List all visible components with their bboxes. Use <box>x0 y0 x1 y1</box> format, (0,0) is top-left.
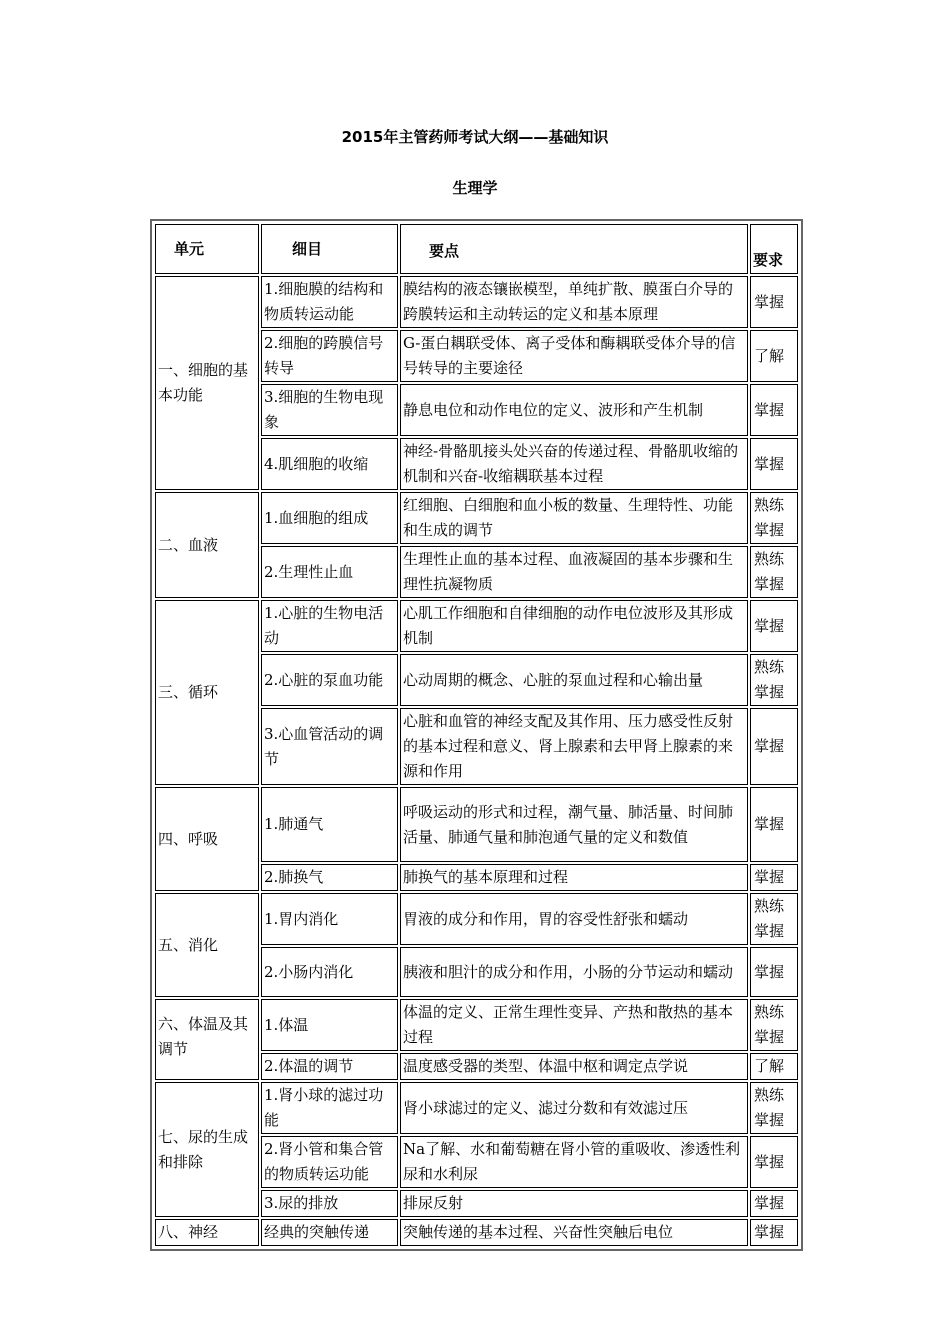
point-cell: Na了解、水和葡萄糖在肾小管的重吸收、渗透性利尿和水利尿 <box>400 1136 748 1188</box>
table-row <box>155 1082 798 1134</box>
header-unit: 单元 <box>155 224 259 274</box>
item-cell: 2.生理性止血 <box>261 546 398 598</box>
unit-cell: 七、尿的生成和排除 <box>155 1082 259 1217</box>
item-cell: 1.胃内消化 <box>261 893 398 945</box>
item-cell: 2.心脏的泵血功能 <box>261 654 398 706</box>
table-row <box>155 1219 798 1246</box>
requirement-cell: 熟练掌握 <box>750 893 798 945</box>
point-cell: 心脏和血管的神经支配及其作用、压力感受性反射的基本过程和意义、肾上腺素和去甲肾上腺素的来源和作用 <box>400 708 748 785</box>
item-cell: 经典的突触传递 <box>261 1219 398 1246</box>
item-cell: 1.肾小球的滤过功能 <box>261 1082 398 1134</box>
requirement-cell: 掌握 <box>750 1219 798 1246</box>
table-row <box>155 492 798 544</box>
unit-cell: 五、消化 <box>155 893 259 997</box>
point-cell: 体温的定义、正常生理性变异、产热和散热的基本过程 <box>400 999 748 1051</box>
unit-cell: 六、体温及其调节 <box>155 999 259 1080</box>
requirement-cell: 了解 <box>750 1053 798 1080</box>
requirement-cell: 熟练掌握 <box>750 999 798 1051</box>
point-cell: 胃液的成分和作用，胃的容受性舒张和蠕动 <box>400 893 748 945</box>
unit-cell: 四、呼吸 <box>155 787 259 891</box>
item-cell: 3.细胞的生物电现象 <box>261 384 398 436</box>
point-cell: 排尿反射 <box>400 1190 748 1217</box>
requirement-cell: 熟练掌握 <box>750 492 798 544</box>
item-cell: 4.肌细胞的收缩 <box>261 438 398 490</box>
point-cell: 心肌工作细胞和自律细胞的动作电位波形及其形成机制 <box>400 600 748 652</box>
requirement-cell: 掌握 <box>750 1190 798 1217</box>
header-item: 细目 <box>261 224 398 274</box>
point-cell: 心动周期的概念、心脏的泵血过程和心输出量 <box>400 654 748 706</box>
syllabus-table-frame <box>150 219 803 1251</box>
requirement-cell: 掌握 <box>750 708 798 785</box>
requirement-cell: 掌握 <box>750 947 798 997</box>
unit-cell: 八、神经 <box>155 1219 259 1246</box>
requirement-cell: 掌握 <box>750 600 798 652</box>
requirement-cell: 掌握 <box>750 384 798 436</box>
point-cell: 神经-骨骼肌接头处兴奋的传递过程、骨骼肌收缩的机制和兴奋-收缩耦联基本过程 <box>400 438 748 490</box>
point-cell: 红细胞、白细胞和血小板的数量、生理特性、功能和生成的调节 <box>400 492 748 544</box>
point-cell: 膜结构的液态镶嵌模型，单纯扩散、膜蛋白介导的跨膜转运和主动转运的定义和基本原理 <box>400 276 748 328</box>
unit-cell: 一、细胞的基本功能 <box>155 276 259 490</box>
point-cell: 胰液和胆汁的成分和作用，小肠的分节运动和蠕动 <box>400 947 748 997</box>
point-cell: 静息电位和动作电位的定义、波形和产生机制 <box>400 384 748 436</box>
item-cell: 1.细胞膜的结构和物质转运动能 <box>261 276 398 328</box>
table-row <box>155 787 798 862</box>
requirement-cell: 掌握 <box>750 1136 798 1188</box>
table-row <box>155 999 798 1051</box>
item-cell: 1.心脏的生物电活动 <box>261 600 398 652</box>
item-cell: 2.肺换气 <box>261 864 398 891</box>
requirement-cell: 熟练掌握 <box>750 546 798 598</box>
header-requirement: 要求 <box>750 224 798 274</box>
header-point: 要点 <box>400 224 748 274</box>
requirement-cell: 掌握 <box>750 438 798 490</box>
unit-cell: 三、循环 <box>155 600 259 785</box>
requirement-cell: 了解 <box>750 330 798 382</box>
document-title: 2015年主管药师考试大纲——基础知识 <box>341 128 609 146</box>
table-row <box>155 276 798 328</box>
requirement-cell: 掌握 <box>750 276 798 328</box>
item-cell: 3.心血管活动的调节 <box>261 708 398 785</box>
point-cell: 突触传递的基本过程、兴奋性突触后电位 <box>400 1219 748 1246</box>
table-row <box>155 600 798 652</box>
point-cell: 肾小球滤过的定义、滤过分数和有效滤过压 <box>400 1082 748 1134</box>
point-cell: 呼吸运动的形式和过程，潮气量、肺活量、时间肺活量、肺通气量和肺泡通气量的定义和数值 <box>400 787 748 862</box>
document-subtitle: 生理学 <box>452 179 498 197</box>
requirement-cell: 熟练掌握 <box>750 654 798 706</box>
requirement-cell: 掌握 <box>750 787 798 862</box>
item-cell: 2.小肠内消化 <box>261 947 398 997</box>
table-header-row <box>155 224 798 274</box>
item-cell: 3.尿的排放 <box>261 1190 398 1217</box>
point-cell: 温度感受器的类型、体温中枢和调定点学说 <box>400 1053 748 1080</box>
point-cell: G-蛋白耦联受体、离子受体和酶耦联受体介导的信号转导的主要途径 <box>400 330 748 382</box>
point-cell: 肺换气的基本原理和过程 <box>400 864 748 891</box>
table-row <box>155 893 798 945</box>
requirement-cell: 熟练掌握 <box>750 1082 798 1134</box>
syllabus-table <box>153 222 800 1248</box>
item-cell: 2.肾小管和集合管的物质转运功能 <box>261 1136 398 1188</box>
item-cell: 1.肺通气 <box>261 787 398 862</box>
item-cell: 2.体温的调节 <box>261 1053 398 1080</box>
item-cell: 1.体温 <box>261 999 398 1051</box>
unit-cell: 二、血液 <box>155 492 259 598</box>
point-cell: 生理性止血的基本过程、血液凝固的基本步骤和生理性抗凝物质 <box>400 546 748 598</box>
item-cell: 2.细胞的跨膜信号转导 <box>261 330 398 382</box>
item-cell: 1.血细胞的组成 <box>261 492 398 544</box>
requirement-cell: 掌握 <box>750 864 798 891</box>
